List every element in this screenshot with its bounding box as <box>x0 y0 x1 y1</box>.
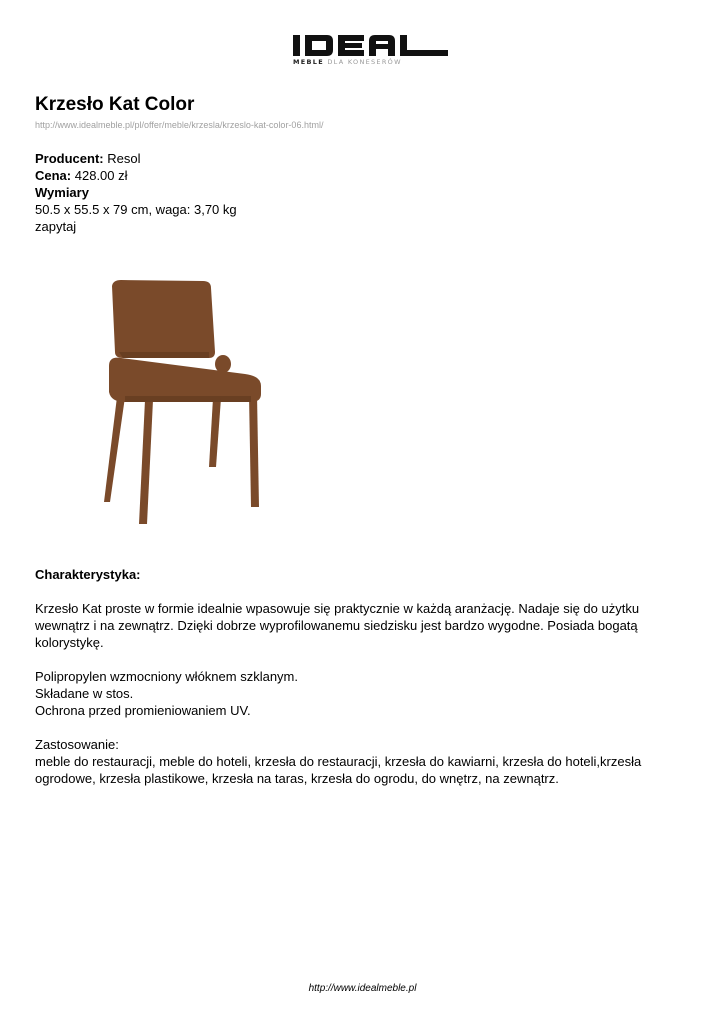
logo-wordmark-graphic <box>290 32 450 58</box>
chair-illustration <box>95 272 275 532</box>
characteristics-heading: Charakterystyka: <box>35 567 141 582</box>
feature-item: Składane w stos. <box>35 686 134 701</box>
feature-item: Ochrona przed promieniowaniem UV. <box>35 703 251 718</box>
description-paragraph: Krzesło Kat proste w formie idealnie wpasowuje się praktycznie w każdą aranżację. Nadaje się do użytku wewnątrz i na zewnątrz. Dzięki dobrze wyprofilowanemu siedzisku jest bardzo wygodne. Posiada bogatą kolorystykę. <box>35 601 640 650</box>
logo-tagline-main: MEBLE <box>293 58 324 66</box>
brand-logo <box>290 32 450 72</box>
footer-url[interactable]: http://www.idealmeble.pl <box>308 983 417 994</box>
usage-text: meble do restauracji, meble do hoteli, krzesła do restauracji, krzesła do kawiarni, krzesła do hoteli,krzesła ogrodowe, krzesła plastikowe, krzesła na taras, krzesła do ogrodu, do wnętrz, na zewnątrz. <box>35 754 642 786</box>
logo-tagline-rest: DLA KONESERÓW <box>327 58 402 66</box>
product-description <box>35 566 695 787</box>
producer-value: Resol <box>107 151 141 166</box>
product-meta <box>35 150 237 235</box>
feature-item: Polipropylen wzmocniony włóknem szklanym. <box>35 669 298 684</box>
product-image <box>95 272 275 532</box>
producer-label: Producent: <box>35 151 104 166</box>
ask-link[interactable]: zapytaj <box>35 219 77 234</box>
dimensions-label: Wymiary <box>35 185 89 200</box>
price-row <box>35 167 237 184</box>
product-title: Krzesło Kat Color <box>35 94 195 115</box>
price-value: 428.00 zł <box>74 168 128 183</box>
producer-row <box>35 150 237 167</box>
price-label: Cena: <box>35 168 72 183</box>
usage-label: Zastosowanie: <box>35 737 119 752</box>
product-url[interactable]: http://www.idealmeble.pl/pl/offer/meble/krzesla/krzeslo-kat-color-06.html/ <box>35 120 324 130</box>
dimensions-value: 50.5 x 55.5 x 79 cm, waga: 3,70 kg <box>35 202 237 217</box>
logo-tagline <box>293 58 450 66</box>
